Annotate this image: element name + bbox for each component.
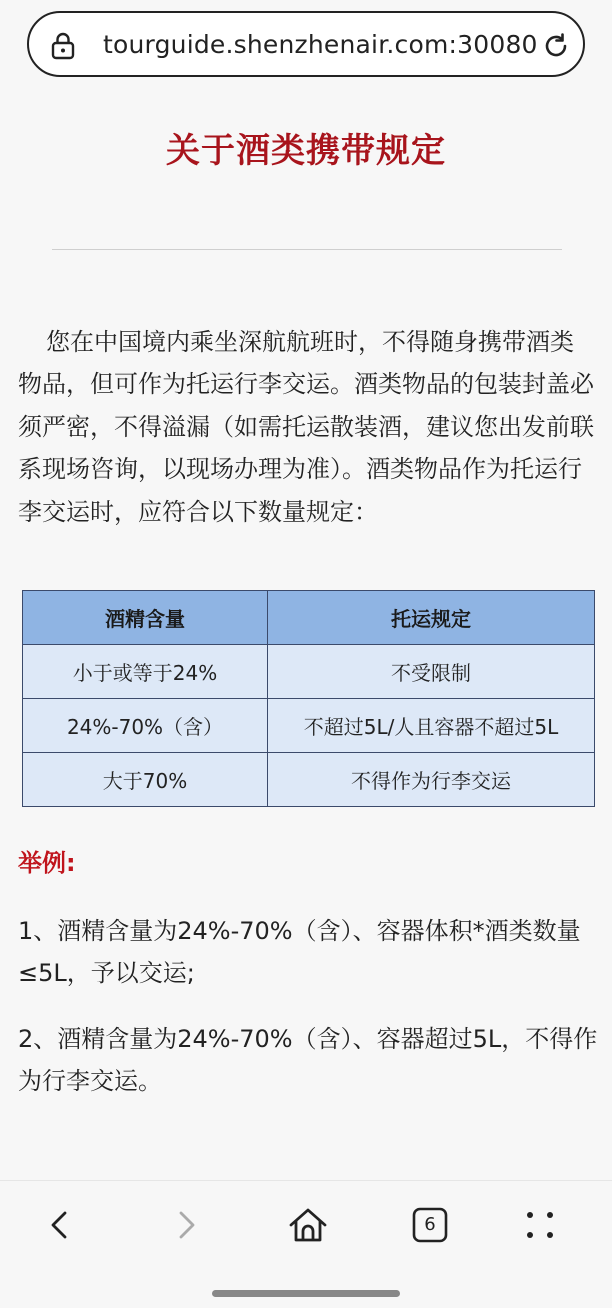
- example-heading: 举例:: [18, 849, 76, 877]
- address-bar[interactable]: [27, 11, 585, 77]
- reload-icon[interactable]: [541, 31, 571, 61]
- table-header-row: [23, 591, 595, 645]
- alcohol-rules-table: [22, 590, 595, 807]
- forward-icon[interactable]: [164, 1203, 208, 1247]
- table-cell: 不超过5L/人且容器不超过5L: [268, 699, 595, 753]
- table-cell: 24%-70%（含）: [23, 699, 268, 753]
- example-item: 2、酒精含量为24%-70%（含）、容器超过5L，不得作为行李交运。: [18, 1025, 598, 1095]
- header-checked-rule: 托运规定: [268, 591, 595, 645]
- bottom-toolbar: [0, 1180, 612, 1308]
- home-indicator: [212, 1290, 400, 1297]
- table-cell: 不受限制: [268, 645, 595, 699]
- home-icon[interactable]: [286, 1203, 330, 1247]
- table-cell: 小于或等于24%: [23, 645, 268, 699]
- table-row: [23, 645, 595, 699]
- header-alcohol-content: 酒精含量: [23, 591, 268, 645]
- example-item: 1、酒精含量为24%-70%（含）、容器体积*酒类数量≤5L，予以交运;: [18, 917, 581, 987]
- tabs-count: 6: [424, 1214, 436, 1235]
- table-row: [23, 753, 595, 807]
- tabs-button[interactable]: [408, 1203, 452, 1247]
- title-divider: [52, 249, 562, 250]
- url-text[interactable]: tourguide.shenzhenair.com:30080: [103, 30, 538, 59]
- table-cell: 不得作为行李交运: [268, 753, 595, 807]
- more-menu-icon[interactable]: [518, 1203, 562, 1247]
- lock-icon: [51, 32, 75, 60]
- table-cell: 大于70%: [23, 753, 268, 807]
- back-icon[interactable]: [38, 1203, 82, 1247]
- intro-paragraph: 您在中国境内乘坐深航航班时，不得随身携带酒类物品，但可作为托运行李交运。酒类物品的包装封盖必须严密，不得溢漏（如需托运散装酒，建议您出发前联系现场咨询，以现场办理为准）。酒类物品作为托运行李交运时，应符合以下数量规定：: [18, 328, 594, 526]
- table-row: [23, 699, 595, 753]
- page-title: 关于酒类携带规定: [166, 131, 446, 171]
